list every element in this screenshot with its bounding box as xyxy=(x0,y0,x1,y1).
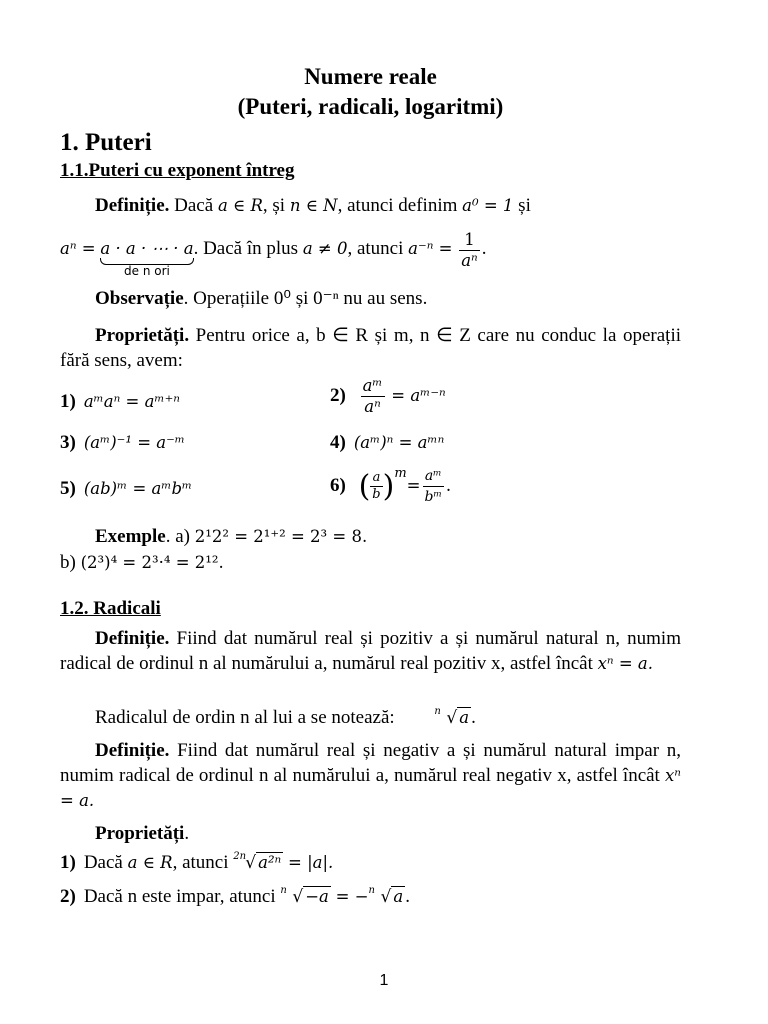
frac-denominator: aⁿ xyxy=(364,397,381,416)
definition-label: Definiție. xyxy=(95,195,170,216)
math-cond: a ≠ 0 xyxy=(302,239,348,258)
punctuation: . xyxy=(405,886,410,907)
property-formula: = aᵐ⁻ⁿ xyxy=(391,385,446,405)
radical-index: n xyxy=(368,885,375,896)
property-text: Dacă n este impar, atunci xyxy=(83,886,276,907)
property-1 xyxy=(60,391,180,413)
frac-denominator: aⁿ xyxy=(461,251,478,270)
def-text: , atunci definim xyxy=(337,195,458,216)
radical-notation xyxy=(60,705,681,731)
observation-text: . Operațiile 0⁰ și 0⁻ⁿ nu au sens. xyxy=(183,288,428,309)
property-number: 1) xyxy=(60,852,76,873)
radical-index: n xyxy=(434,706,441,717)
frac-numerator: a xyxy=(370,470,382,487)
def-text: Dacă xyxy=(174,195,214,216)
math-cond: a ∈ R xyxy=(127,853,173,872)
definition-text: Fiind dat numărul real și negativ a și numărul natural impar n, numim radical de ordinul n al numărului a, numărul real negativ x, astfel încât xyxy=(60,740,681,786)
property-number: 6) xyxy=(330,474,346,496)
definition-label: Definiție. xyxy=(95,740,170,761)
math-formula: = |a|. xyxy=(288,853,334,872)
def-text: și xyxy=(518,195,531,216)
subsection-heading-radicali: 1.2. Radicali xyxy=(60,598,161,619)
properties-radicali-heading xyxy=(60,821,681,846)
def-text: , atunci xyxy=(347,238,404,259)
property-number: 1) xyxy=(60,391,76,412)
math-formula: = − xyxy=(335,887,369,906)
radicand: a²ⁿ xyxy=(258,853,282,872)
punctuation: . xyxy=(471,707,476,728)
def-text: . Dacă în plus xyxy=(193,238,299,259)
property-number: 2) xyxy=(330,384,346,406)
radicand: −a xyxy=(305,887,329,906)
observation-label: Observație xyxy=(95,288,184,309)
definition-puteri-line2: aⁿ = a · a · ⋯ · a de n ori . Dacă în plus a ≠ 0, atunci a⁻ⁿ = $\frac{1}{\text{aⁿ}}$ . xyxy=(60,230,487,278)
math-formula: xⁿ = a. xyxy=(60,766,681,810)
doc-title xyxy=(60,62,681,122)
properties-label: Proprietăți. xyxy=(95,325,190,346)
fraction xyxy=(370,470,382,503)
punctuation: . xyxy=(184,823,190,844)
property-4 xyxy=(330,432,444,454)
examples-line2 xyxy=(60,550,681,575)
paren-right-icon: ) xyxy=(382,469,395,504)
frac-numerator: 1 xyxy=(459,230,480,251)
properties-text: Pentru orice a, b ∈ R și m, n ∈ Z care nu conduc la operații fără sens, avem: xyxy=(60,325,681,371)
definition-label: Definiție. xyxy=(95,628,170,649)
property-5 xyxy=(60,478,192,500)
radical-sign-icon: √ xyxy=(245,853,257,873)
frac-denominator: b xyxy=(372,487,381,502)
radical-expression xyxy=(369,884,406,910)
title-line1: Numere reale xyxy=(304,64,437,89)
math-cond: n ∈ N xyxy=(289,196,338,215)
properties-intro xyxy=(60,323,681,373)
def-text: , și xyxy=(262,195,286,216)
math-formula: a · a · ⋯ · a xyxy=(100,239,194,258)
notation-text: Radicalul de ordin n al lui a se notează: xyxy=(95,707,395,728)
property-formula: (ab)ᵐ = aᵐbᵐ xyxy=(83,479,193,498)
examples-item-b: b) xyxy=(60,552,76,573)
fraction xyxy=(459,230,480,271)
observation xyxy=(60,286,681,311)
radical-sign-icon: √ xyxy=(292,887,304,907)
radical-sign-icon: √ xyxy=(446,708,458,728)
examples-label: Exemple xyxy=(95,526,166,547)
examples-item-a: . a) xyxy=(165,526,190,547)
property-text: , atunci xyxy=(172,852,229,873)
radical-index: n xyxy=(280,885,287,896)
property-2 xyxy=(330,376,446,417)
frac-denominator: bᵐ xyxy=(424,489,443,505)
definition-puteri-line1 xyxy=(60,193,681,218)
property-formula: (aᵐ)ⁿ = aᵐⁿ xyxy=(353,433,445,452)
frac-numerator: aᵐ xyxy=(362,376,383,395)
property-number: 5) xyxy=(60,478,76,499)
paren-left-icon: ( xyxy=(358,469,371,504)
radical-property-2 xyxy=(60,884,681,910)
property-3 xyxy=(60,432,185,454)
radical-index: 2n xyxy=(233,851,247,862)
frac-numerator: aᵐ xyxy=(423,466,445,487)
radicand: a xyxy=(459,708,470,727)
subsection-heading-exponent: 1.1.Puteri cu exponent întreg xyxy=(60,160,295,181)
examples-line1 xyxy=(60,524,681,549)
underbrace-product xyxy=(100,236,194,278)
property-formula: aᵐaⁿ = aᵐ⁺ⁿ xyxy=(83,392,180,411)
definition-radical-positive xyxy=(60,626,681,676)
property-number: 4) xyxy=(330,432,346,453)
property-number: 3) xyxy=(60,432,76,453)
property-number: 2) xyxy=(60,886,76,907)
section-heading-puteri: 1. Puteri xyxy=(60,129,152,156)
math-cond: a ∈ R xyxy=(217,196,263,215)
radicand: a xyxy=(393,887,404,906)
exponent: m xyxy=(394,465,407,481)
title-line2: (Puteri, radicali, logaritmi) xyxy=(237,94,504,119)
example-formula: (2³)⁴ = 2³·⁴ = 2¹². xyxy=(80,553,224,572)
underbrace-label: de n ori xyxy=(124,264,170,278)
math-formula: a⁰ = 1 xyxy=(462,196,514,215)
math-formula: a⁻ⁿ = xyxy=(408,239,453,258)
page-number: 1 xyxy=(379,972,389,989)
property-text: Dacă xyxy=(83,852,123,873)
radical-sign-icon: √ xyxy=(380,887,392,907)
radical-expression xyxy=(399,705,471,731)
radical-property-1 xyxy=(60,850,681,876)
example-formula: 2¹2² = 2¹⁺² = 2³ = 8. xyxy=(194,527,368,546)
property-formula: (aᵐ)⁻¹ = a⁻ᵐ xyxy=(83,433,185,452)
definition-radical-negative xyxy=(60,738,681,813)
definition-text: Fiind dat numărul real și pozitiv a și numărul natural n, numim radical de ordinul n al numărului a, numărul real pozitiv x, astfel încât xyxy=(60,628,681,674)
math-formula: xⁿ = a. xyxy=(597,654,654,673)
property-6: 6) ( $\frac{a}{b}$ )$^m$= $\frac{\text{aᵐ}}{\text{bᵐ}}$ . xyxy=(330,465,451,505)
math-formula: aⁿ = xyxy=(60,239,96,258)
radical-expression xyxy=(280,884,331,910)
fraction xyxy=(423,466,445,507)
radical-expression xyxy=(233,850,283,876)
properties-label: Proprietăți xyxy=(95,823,185,844)
fraction xyxy=(361,376,385,417)
